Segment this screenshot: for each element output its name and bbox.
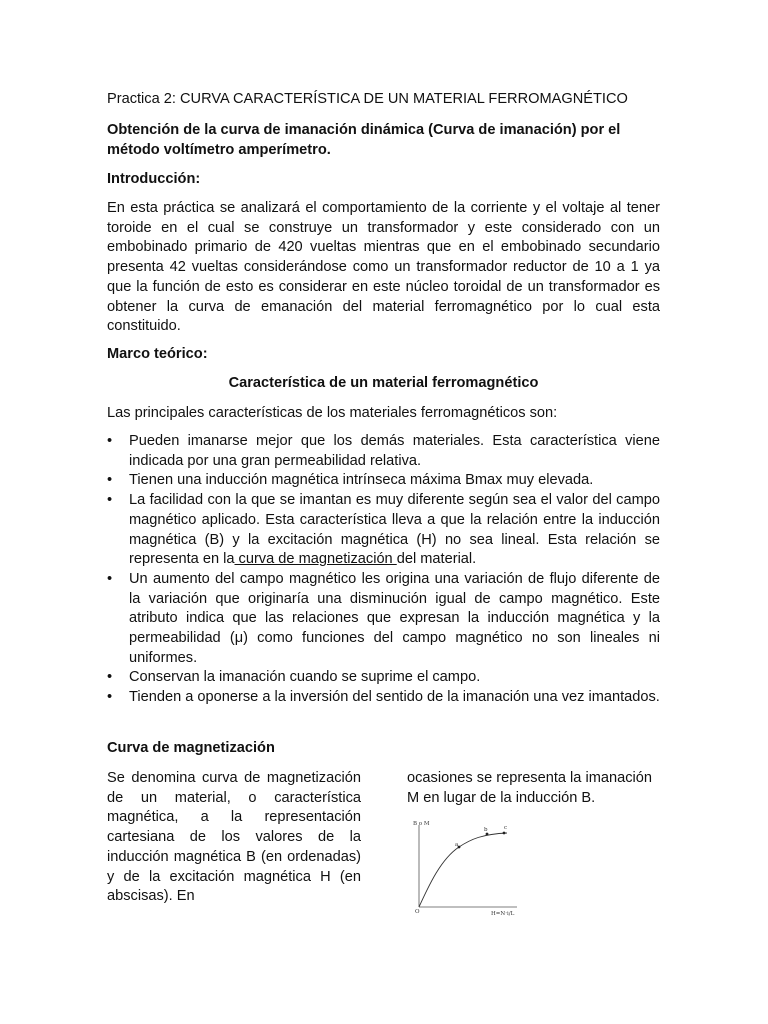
- list-item-text: Conservan la imanación cuando se suprime el campo.: [129, 669, 481, 686]
- left-column-paragraph: Se denomina curva de magnetización de un material, o característica magnética, a la representación cartesiana de los valores de la inducción magnética B (en ordenadas) y de la excitación magnética H (en abscisas). En: [107, 770, 361, 905]
- list-item: [107, 491, 660, 570]
- magnetization-curve: [419, 833, 507, 907]
- list-item-text: Tienden a oponerse a la inversión del sentido de la imanación una vez imantados.: [129, 689, 660, 706]
- list-item-text: Un aumento del campo magnético les origina una variación de flujo diferente de la variación que originaría una disminución igual de campo magnético. Este atributo indica que las relaciones que expresan la inducción magnética y la permeabilidad (μ) como funciones del campo magnético no son lineales ni uniformes.: [129, 570, 660, 666]
- list-item: [107, 688, 660, 708]
- marco-teorico-heading: Marco teórico:: [107, 346, 208, 362]
- x-axis-label: H=N·i/L: [491, 911, 515, 917]
- y-axis-label: B o M: [413, 821, 430, 827]
- bullet-icon: •: [107, 472, 113, 489]
- section-title: Característica de un material ferromagnético: [228, 375, 539, 391]
- bullet-icon: •: [107, 492, 113, 509]
- bullet-icon: •: [107, 570, 113, 587]
- list-item: [107, 471, 660, 491]
- magnetization-curve-figure: [405, 815, 525, 917]
- document-title: Practica 2: CURVA CARACTERÍSTICA DE UN MATERIAL FERROMAGNÉTICO: [107, 91, 628, 107]
- intro-paragraph: En esta práctica se analizará el comportamiento de la corriente y el voltaje al tener toroide en el cual se construye un transformador y este considerado con un embobinado primario de 420 vueltas mientras que en el embobinado secundario presenta 42 vueltas considerándose como un transformador reductor de 10 a 1 ya que la función de esto es considerar en este núcleo toroidal de un transformador es obtener la curva de emanación del material ferromagnético por lo cual esta constituido.: [107, 200, 660, 335]
- characteristics-list: [107, 432, 660, 708]
- bullet-icon: •: [107, 669, 113, 686]
- point-b-label: b: [484, 827, 488, 833]
- origin-label: O: [415, 909, 420, 915]
- list-item-text: Pueden imanarse mejor que los demás materiales. Esta característica viene indicada por una gran permeabilidad relativa.: [129, 433, 660, 469]
- curva-magnetizacion-link[interactable]: curva de magnetización: [234, 551, 397, 568]
- right-column-paragraph: ocasiones se representa la imanación M en lugar de la inducción B.: [407, 770, 652, 806]
- bullet-icon: •: [107, 689, 113, 706]
- list-item: [107, 570, 660, 669]
- point-a-label: a: [455, 842, 459, 848]
- curva-heading: Curva de magnetización: [107, 740, 275, 756]
- point-c-label: c: [504, 825, 508, 831]
- document-subtitle: Obtención de la curva de imanación dinámica (Curva de imanación) por el método voltímetro amperímetro.: [107, 122, 621, 158]
- list-item-text-after: del material.: [396, 551, 477, 568]
- point-c: [503, 832, 506, 835]
- list-item-text: Tienen una inducción magnética intrínseca máxima Bmax muy elevada.: [129, 472, 594, 489]
- intro-heading: Introducción:: [107, 171, 201, 187]
- list-item-text-before: La facilidad con la que se imantan es muy diferente según sea el valor del campo magnético aplicado. Esta característica lleva a que la relación entre la inducción magnética (B) y la excitación magnética (H) no sea lineal. Esta relación se representa en la: [129, 492, 660, 568]
- lead-paragraph: Las principales características de los materiales ferromagnéticos son:: [107, 405, 558, 421]
- bullet-icon: •: [107, 433, 113, 449]
- list-item: [107, 432, 660, 471]
- point-b: [486, 833, 489, 836]
- list-item: [107, 668, 660, 688]
